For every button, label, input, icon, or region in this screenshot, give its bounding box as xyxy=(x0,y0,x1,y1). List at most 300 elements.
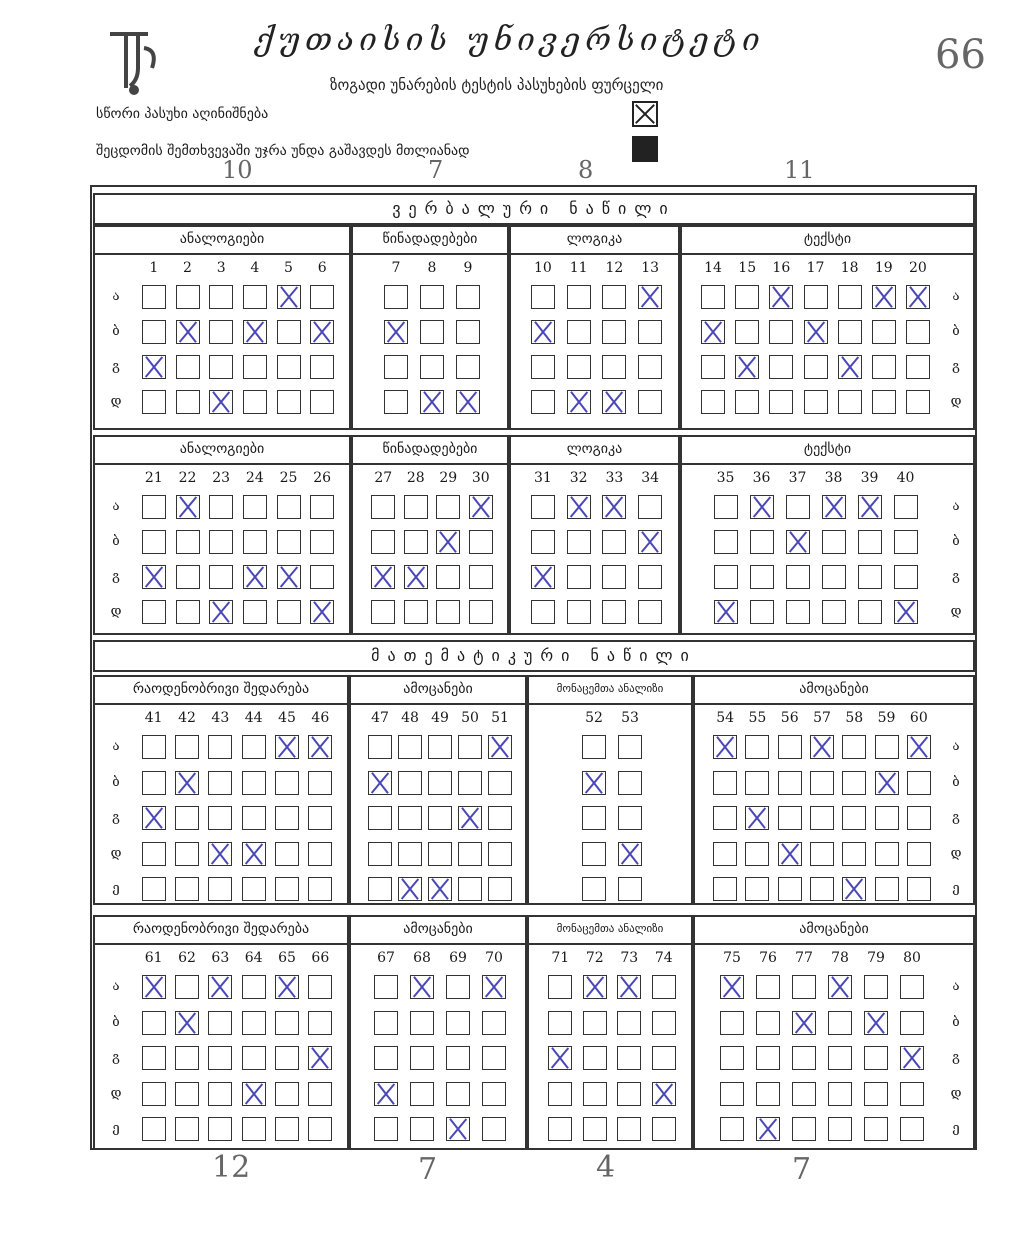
answer-box-q80-1[interactable] xyxy=(900,1011,924,1035)
answer-box-q44-3[interactable] xyxy=(242,842,266,866)
answer-box-q75-4[interactable] xyxy=(720,1117,744,1141)
answer-box-q48-2[interactable] xyxy=(398,806,422,830)
answer-box-q7-2[interactable] xyxy=(384,355,408,379)
answer-box-q78-3[interactable] xyxy=(828,1082,852,1106)
answer-box-q75-0[interactable] xyxy=(720,975,744,999)
answer-box-q21-2[interactable] xyxy=(142,565,166,589)
answer-box-q28-1[interactable] xyxy=(404,530,428,554)
answer-box-q79-0[interactable] xyxy=(864,975,888,999)
answer-box-q7-3[interactable] xyxy=(384,390,408,414)
answer-box-q41-0[interactable] xyxy=(142,735,166,759)
answer-box-q79-3[interactable] xyxy=(864,1082,888,1106)
answer-box-q47-1[interactable] xyxy=(368,771,392,795)
answer-box-q56-4[interactable] xyxy=(778,877,802,901)
answer-box-q69-2[interactable] xyxy=(446,1046,470,1070)
answer-box-q76-4[interactable] xyxy=(756,1117,780,1141)
answer-box-q22-0[interactable] xyxy=(176,495,200,519)
answer-box-q31-1[interactable] xyxy=(531,530,555,554)
answer-box-q79-2[interactable] xyxy=(864,1046,888,1070)
answer-box-q59-0[interactable] xyxy=(875,735,899,759)
answer-box-q21-3[interactable] xyxy=(142,600,166,624)
answer-box-q44-2[interactable] xyxy=(242,806,266,830)
answer-box-q40-1[interactable] xyxy=(894,530,918,554)
answer-box-q9-3[interactable] xyxy=(456,390,480,414)
answer-box-q71-4[interactable] xyxy=(548,1117,572,1141)
answer-box-q60-3[interactable] xyxy=(907,842,931,866)
answer-box-q40-2[interactable] xyxy=(894,565,918,589)
answer-box-q7-1[interactable] xyxy=(384,320,408,344)
answer-box-q12-2[interactable] xyxy=(602,355,626,379)
answer-box-q44-0[interactable] xyxy=(242,735,266,759)
answer-box-q47-0[interactable] xyxy=(368,735,392,759)
answer-box-q19-1[interactable] xyxy=(872,320,896,344)
answer-box-q36-0[interactable] xyxy=(750,495,774,519)
answer-box-q27-0[interactable] xyxy=(371,495,395,519)
answer-box-q72-0[interactable] xyxy=(583,975,607,999)
answer-box-q19-0[interactable] xyxy=(872,285,896,309)
answer-box-q47-2[interactable] xyxy=(368,806,392,830)
answer-box-q56-0[interactable] xyxy=(778,735,802,759)
answer-box-q31-0[interactable] xyxy=(531,495,555,519)
answer-box-q34-2[interactable] xyxy=(638,565,662,589)
answer-box-q9-0[interactable] xyxy=(456,285,480,309)
answer-box-q16-2[interactable] xyxy=(769,355,793,379)
answer-box-q41-1[interactable] xyxy=(142,771,166,795)
answer-box-q33-3[interactable] xyxy=(602,600,626,624)
answer-box-q75-3[interactable] xyxy=(720,1082,744,1106)
answer-box-q58-0[interactable] xyxy=(842,735,866,759)
answer-box-q54-0[interactable] xyxy=(713,735,737,759)
answer-box-q45-1[interactable] xyxy=(275,771,299,795)
answer-box-q8-3[interactable] xyxy=(420,390,444,414)
answer-box-q78-4[interactable] xyxy=(828,1117,852,1141)
answer-box-q52-2[interactable] xyxy=(582,806,606,830)
answer-box-q48-1[interactable] xyxy=(398,771,422,795)
answer-box-q54-1[interactable] xyxy=(713,771,737,795)
answer-box-q54-3[interactable] xyxy=(713,842,737,866)
answer-box-q10-0[interactable] xyxy=(531,285,555,309)
answer-box-q67-3[interactable] xyxy=(374,1082,398,1106)
answer-box-q12-3[interactable] xyxy=(602,390,626,414)
answer-box-q26-1[interactable] xyxy=(310,530,334,554)
answer-box-q72-3[interactable] xyxy=(583,1082,607,1106)
answer-box-q59-3[interactable] xyxy=(875,842,899,866)
answer-box-q62-1[interactable] xyxy=(175,1011,199,1035)
answer-box-q49-3[interactable] xyxy=(428,842,452,866)
answer-box-q23-3[interactable] xyxy=(209,600,233,624)
answer-box-q50-1[interactable] xyxy=(458,771,482,795)
answer-box-q5-2[interactable] xyxy=(277,355,301,379)
answer-box-q58-4[interactable] xyxy=(842,877,866,901)
answer-box-q39-2[interactable] xyxy=(858,565,882,589)
answer-box-q11-3[interactable] xyxy=(567,390,591,414)
answer-box-q23-0[interactable] xyxy=(209,495,233,519)
answer-box-q35-1[interactable] xyxy=(714,530,738,554)
answer-box-q13-3[interactable] xyxy=(638,390,662,414)
answer-box-q46-0[interactable] xyxy=(308,735,332,759)
answer-box-q23-1[interactable] xyxy=(209,530,233,554)
answer-box-q67-0[interactable] xyxy=(374,975,398,999)
answer-box-q20-3[interactable] xyxy=(906,390,930,414)
answer-box-q25-0[interactable] xyxy=(277,495,301,519)
answer-box-q45-0[interactable] xyxy=(275,735,299,759)
answer-box-q70-1[interactable] xyxy=(482,1011,506,1035)
answer-box-q13-1[interactable] xyxy=(638,320,662,344)
answer-box-q60-1[interactable] xyxy=(907,771,931,795)
answer-box-q78-1[interactable] xyxy=(828,1011,852,1035)
answer-box-q30-0[interactable] xyxy=(469,495,493,519)
answer-box-q57-3[interactable] xyxy=(810,842,834,866)
answer-box-q50-0[interactable] xyxy=(458,735,482,759)
answer-box-q53-3[interactable] xyxy=(618,842,642,866)
answer-box-q15-1[interactable] xyxy=(735,320,759,344)
answer-box-q76-3[interactable] xyxy=(756,1082,780,1106)
answer-box-q48-0[interactable] xyxy=(398,735,422,759)
answer-box-q2-1[interactable] xyxy=(176,320,200,344)
answer-box-q63-0[interactable] xyxy=(208,975,232,999)
answer-box-q55-1[interactable] xyxy=(745,771,769,795)
answer-box-q74-4[interactable] xyxy=(652,1117,676,1141)
answer-box-q62-4[interactable] xyxy=(175,1117,199,1141)
answer-box-q66-0[interactable] xyxy=(308,975,332,999)
answer-box-q9-1[interactable] xyxy=(456,320,480,344)
answer-box-q70-0[interactable] xyxy=(482,975,506,999)
answer-box-q18-2[interactable] xyxy=(838,355,862,379)
answer-box-q53-1[interactable] xyxy=(618,771,642,795)
answer-box-q29-0[interactable] xyxy=(436,495,460,519)
answer-box-q61-3[interactable] xyxy=(142,1082,166,1106)
answer-box-q1-3[interactable] xyxy=(142,390,166,414)
answer-box-q39-0[interactable] xyxy=(858,495,882,519)
answer-box-q61-4[interactable] xyxy=(142,1117,166,1141)
answer-box-q46-1[interactable] xyxy=(308,771,332,795)
answer-box-q4-2[interactable] xyxy=(243,355,267,379)
answer-box-q24-2[interactable] xyxy=(243,565,267,589)
answer-box-q52-4[interactable] xyxy=(582,877,606,901)
answer-box-q8-1[interactable] xyxy=(420,320,444,344)
answer-box-q3-3[interactable] xyxy=(209,390,233,414)
answer-box-q65-3[interactable] xyxy=(275,1082,299,1106)
answer-box-q2-0[interactable] xyxy=(176,285,200,309)
answer-box-q42-1[interactable] xyxy=(175,771,199,795)
answer-box-q43-2[interactable] xyxy=(208,806,232,830)
answer-box-q55-0[interactable] xyxy=(745,735,769,759)
answer-box-q65-4[interactable] xyxy=(275,1117,299,1141)
answer-box-q17-1[interactable] xyxy=(804,320,828,344)
answer-box-q45-2[interactable] xyxy=(275,806,299,830)
answer-box-q79-1[interactable] xyxy=(864,1011,888,1035)
answer-box-q77-0[interactable] xyxy=(792,975,816,999)
answer-box-q59-2[interactable] xyxy=(875,806,899,830)
answer-box-q63-1[interactable] xyxy=(208,1011,232,1035)
answer-box-q75-1[interactable] xyxy=(720,1011,744,1035)
answer-box-q21-1[interactable] xyxy=(142,530,166,554)
answer-box-q46-4[interactable] xyxy=(308,877,332,901)
answer-box-q62-0[interactable] xyxy=(175,975,199,999)
answer-box-q60-0[interactable] xyxy=(907,735,931,759)
answer-box-q74-3[interactable] xyxy=(652,1082,676,1106)
answer-box-q51-3[interactable] xyxy=(488,842,512,866)
answer-box-q31-3[interactable] xyxy=(531,600,555,624)
answer-box-q57-2[interactable] xyxy=(810,806,834,830)
answer-box-q41-4[interactable] xyxy=(142,877,166,901)
answer-box-q1-2[interactable] xyxy=(142,355,166,379)
answer-box-q67-2[interactable] xyxy=(374,1046,398,1070)
answer-box-q15-2[interactable] xyxy=(735,355,759,379)
answer-box-q39-1[interactable] xyxy=(858,530,882,554)
answer-box-q74-2[interactable] xyxy=(652,1046,676,1070)
answer-box-q24-1[interactable] xyxy=(243,530,267,554)
answer-box-q60-2[interactable] xyxy=(907,806,931,830)
answer-box-q46-2[interactable] xyxy=(308,806,332,830)
answer-box-q3-2[interactable] xyxy=(209,355,233,379)
answer-box-q4-3[interactable] xyxy=(243,390,267,414)
answer-box-q34-0[interactable] xyxy=(638,495,662,519)
answer-box-q18-1[interactable] xyxy=(838,320,862,344)
answer-box-q73-4[interactable] xyxy=(617,1117,641,1141)
answer-box-q37-2[interactable] xyxy=(786,565,810,589)
answer-box-q67-4[interactable] xyxy=(374,1117,398,1141)
answer-box-q42-0[interactable] xyxy=(175,735,199,759)
answer-box-q39-3[interactable] xyxy=(858,600,882,624)
answer-box-q40-3[interactable] xyxy=(894,600,918,624)
answer-box-q57-4[interactable] xyxy=(810,877,834,901)
answer-box-q35-0[interactable] xyxy=(714,495,738,519)
answer-box-q11-1[interactable] xyxy=(567,320,591,344)
answer-box-q1-0[interactable] xyxy=(142,285,166,309)
answer-box-q41-2[interactable] xyxy=(142,806,166,830)
answer-box-q72-4[interactable] xyxy=(583,1117,607,1141)
answer-box-q19-3[interactable] xyxy=(872,390,896,414)
answer-box-q6-2[interactable] xyxy=(310,355,334,379)
answer-box-q33-1[interactable] xyxy=(602,530,626,554)
answer-box-q27-2[interactable] xyxy=(371,565,395,589)
answer-box-q54-2[interactable] xyxy=(713,806,737,830)
answer-box-q53-2[interactable] xyxy=(618,806,642,830)
answer-box-q30-3[interactable] xyxy=(469,600,493,624)
answer-box-q42-3[interactable] xyxy=(175,842,199,866)
answer-box-q28-3[interactable] xyxy=(404,600,428,624)
answer-box-q7-0[interactable] xyxy=(384,285,408,309)
answer-box-q66-1[interactable] xyxy=(308,1011,332,1035)
answer-box-q59-1[interactable] xyxy=(875,771,899,795)
answer-box-q72-1[interactable] xyxy=(583,1011,607,1035)
answer-box-q69-4[interactable] xyxy=(446,1117,470,1141)
answer-box-q16-3[interactable] xyxy=(769,390,793,414)
answer-box-q29-1[interactable] xyxy=(436,530,460,554)
answer-box-q77-4[interactable] xyxy=(792,1117,816,1141)
answer-box-q80-0[interactable] xyxy=(900,975,924,999)
answer-box-q51-4[interactable] xyxy=(488,877,512,901)
answer-box-q59-4[interactable] xyxy=(875,877,899,901)
answer-box-q17-3[interactable] xyxy=(804,390,828,414)
answer-box-q65-0[interactable] xyxy=(275,975,299,999)
answer-box-q71-3[interactable] xyxy=(548,1082,572,1106)
answer-box-q26-2[interactable] xyxy=(310,565,334,589)
answer-box-q30-2[interactable] xyxy=(469,565,493,589)
answer-box-q38-0[interactable] xyxy=(822,495,846,519)
answer-box-q16-0[interactable] xyxy=(769,285,793,309)
answer-box-q34-3[interactable] xyxy=(638,600,662,624)
answer-box-q36-2[interactable] xyxy=(750,565,774,589)
answer-box-q50-2[interactable] xyxy=(458,806,482,830)
answer-box-q74-0[interactable] xyxy=(652,975,676,999)
answer-box-q10-2[interactable] xyxy=(531,355,555,379)
answer-box-q70-2[interactable] xyxy=(482,1046,506,1070)
answer-box-q4-0[interactable] xyxy=(243,285,267,309)
answer-box-q47-4[interactable] xyxy=(368,877,392,901)
answer-box-q11-0[interactable] xyxy=(567,285,591,309)
answer-box-q31-2[interactable] xyxy=(531,565,555,589)
answer-box-q28-2[interactable] xyxy=(404,565,428,589)
answer-box-q66-2[interactable] xyxy=(308,1046,332,1070)
answer-box-q79-4[interactable] xyxy=(864,1117,888,1141)
answer-box-q32-3[interactable] xyxy=(567,600,591,624)
answer-box-q49-4[interactable] xyxy=(428,877,452,901)
answer-box-q62-2[interactable] xyxy=(175,1046,199,1070)
answer-box-q78-0[interactable] xyxy=(828,975,852,999)
answer-box-q48-3[interactable] xyxy=(398,842,422,866)
answer-box-q56-3[interactable] xyxy=(778,842,802,866)
answer-box-q37-3[interactable] xyxy=(786,600,810,624)
answer-box-q36-3[interactable] xyxy=(750,600,774,624)
answer-box-q16-1[interactable] xyxy=(769,320,793,344)
answer-box-q22-1[interactable] xyxy=(176,530,200,554)
answer-box-q35-3[interactable] xyxy=(714,600,738,624)
answer-box-q75-2[interactable] xyxy=(720,1046,744,1070)
answer-box-q24-0[interactable] xyxy=(243,495,267,519)
answer-box-q54-4[interactable] xyxy=(713,877,737,901)
answer-box-q52-3[interactable] xyxy=(582,842,606,866)
answer-box-q71-2[interactable] xyxy=(548,1046,572,1070)
answer-box-q13-2[interactable] xyxy=(638,355,662,379)
answer-box-q74-1[interactable] xyxy=(652,1011,676,1035)
answer-box-q53-4[interactable] xyxy=(618,877,642,901)
answer-box-q63-4[interactable] xyxy=(208,1117,232,1141)
answer-box-q72-2[interactable] xyxy=(583,1046,607,1070)
answer-box-q61-0[interactable] xyxy=(142,975,166,999)
answer-box-q57-1[interactable] xyxy=(810,771,834,795)
answer-box-q48-4[interactable] xyxy=(398,877,422,901)
answer-box-q50-3[interactable] xyxy=(458,842,482,866)
answer-box-q6-1[interactable] xyxy=(310,320,334,344)
answer-box-q18-3[interactable] xyxy=(838,390,862,414)
answer-box-q27-3[interactable] xyxy=(371,600,395,624)
answer-box-q38-3[interactable] xyxy=(822,600,846,624)
answer-box-q27-1[interactable] xyxy=(371,530,395,554)
answer-box-q43-4[interactable] xyxy=(208,877,232,901)
answer-box-q77-3[interactable] xyxy=(792,1082,816,1106)
answer-box-q14-2[interactable] xyxy=(701,355,725,379)
answer-box-q65-1[interactable] xyxy=(275,1011,299,1035)
answer-box-q43-1[interactable] xyxy=(208,771,232,795)
answer-box-q49-2[interactable] xyxy=(428,806,452,830)
answer-box-q3-1[interactable] xyxy=(209,320,233,344)
answer-box-q80-2[interactable] xyxy=(900,1046,924,1070)
answer-box-q51-2[interactable] xyxy=(488,806,512,830)
answer-box-q73-1[interactable] xyxy=(617,1011,641,1035)
answer-box-q4-1[interactable] xyxy=(243,320,267,344)
answer-box-q40-0[interactable] xyxy=(894,495,918,519)
answer-box-q38-2[interactable] xyxy=(822,565,846,589)
answer-box-q6-0[interactable] xyxy=(310,285,334,309)
answer-box-q42-2[interactable] xyxy=(175,806,199,830)
answer-box-q64-3[interactable] xyxy=(242,1082,266,1106)
answer-box-q55-2[interactable] xyxy=(745,806,769,830)
answer-box-q42-4[interactable] xyxy=(175,877,199,901)
answer-box-q14-3[interactable] xyxy=(701,390,725,414)
answer-box-q30-1[interactable] xyxy=(469,530,493,554)
answer-box-q29-2[interactable] xyxy=(436,565,460,589)
answer-box-q67-1[interactable] xyxy=(374,1011,398,1035)
answer-box-q8-2[interactable] xyxy=(420,355,444,379)
answer-box-q15-3[interactable] xyxy=(735,390,759,414)
answer-box-q55-4[interactable] xyxy=(745,877,769,901)
answer-box-q37-0[interactable] xyxy=(786,495,810,519)
answer-box-q9-2[interactable] xyxy=(456,355,480,379)
answer-box-q44-4[interactable] xyxy=(242,877,266,901)
answer-box-q38-1[interactable] xyxy=(822,530,846,554)
answer-box-q69-0[interactable] xyxy=(446,975,470,999)
answer-box-q25-1[interactable] xyxy=(277,530,301,554)
answer-box-q17-0[interactable] xyxy=(804,285,828,309)
answer-box-q51-1[interactable] xyxy=(488,771,512,795)
answer-box-q13-0[interactable] xyxy=(638,285,662,309)
answer-box-q28-0[interactable] xyxy=(404,495,428,519)
answer-box-q73-3[interactable] xyxy=(617,1082,641,1106)
answer-box-q20-2[interactable] xyxy=(906,355,930,379)
answer-box-q77-1[interactable] xyxy=(792,1011,816,1035)
answer-box-q32-0[interactable] xyxy=(567,495,591,519)
answer-box-q44-1[interactable] xyxy=(242,771,266,795)
answer-box-q2-3[interactable] xyxy=(176,390,200,414)
answer-box-q10-1[interactable] xyxy=(531,320,555,344)
answer-box-q73-0[interactable] xyxy=(617,975,641,999)
answer-box-q49-1[interactable] xyxy=(428,771,452,795)
answer-box-q29-3[interactable] xyxy=(436,600,460,624)
answer-box-q63-2[interactable] xyxy=(208,1046,232,1070)
answer-box-q61-1[interactable] xyxy=(142,1011,166,1035)
answer-box-q65-2[interactable] xyxy=(275,1046,299,1070)
answer-box-q68-0[interactable] xyxy=(410,975,434,999)
answer-box-q33-0[interactable] xyxy=(602,495,626,519)
answer-box-q12-0[interactable] xyxy=(602,285,626,309)
answer-box-q15-0[interactable] xyxy=(735,285,759,309)
answer-box-q33-2[interactable] xyxy=(602,565,626,589)
answer-box-q71-1[interactable] xyxy=(548,1011,572,1035)
answer-box-q56-2[interactable] xyxy=(778,806,802,830)
answer-box-q80-4[interactable] xyxy=(900,1117,924,1141)
answer-box-q66-3[interactable] xyxy=(308,1082,332,1106)
answer-box-q71-0[interactable] xyxy=(548,975,572,999)
answer-box-q68-4[interactable] xyxy=(410,1117,434,1141)
answer-box-q78-2[interactable] xyxy=(828,1046,852,1070)
answer-box-q77-2[interactable] xyxy=(792,1046,816,1070)
answer-box-q24-3[interactable] xyxy=(243,600,267,624)
answer-box-q47-3[interactable] xyxy=(368,842,392,866)
answer-box-q5-3[interactable] xyxy=(277,390,301,414)
answer-box-q58-3[interactable] xyxy=(842,842,866,866)
answer-box-q14-1[interactable] xyxy=(701,320,725,344)
answer-box-q57-0[interactable] xyxy=(810,735,834,759)
answer-box-q64-4[interactable] xyxy=(242,1117,266,1141)
answer-box-q49-0[interactable] xyxy=(428,735,452,759)
answer-box-q45-3[interactable] xyxy=(275,842,299,866)
answer-box-q25-3[interactable] xyxy=(277,600,301,624)
answer-box-q18-0[interactable] xyxy=(838,285,862,309)
answer-box-q62-3[interactable] xyxy=(175,1082,199,1106)
answer-box-q56-1[interactable] xyxy=(778,771,802,795)
